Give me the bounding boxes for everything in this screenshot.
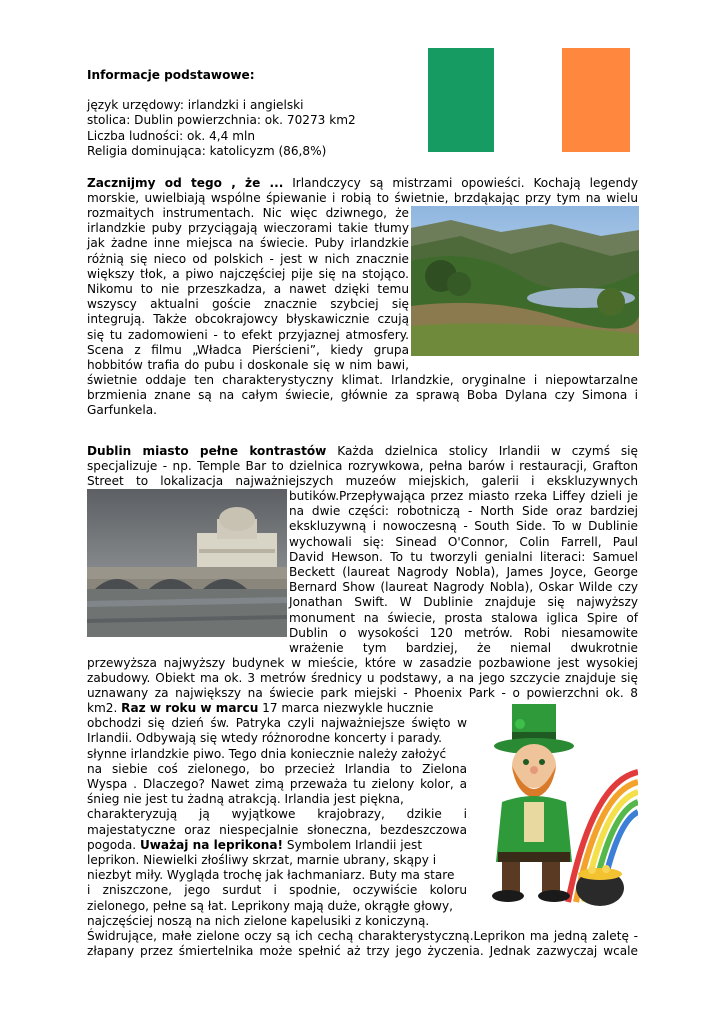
- march-line: niezbyt miły. Wygląda trochę jak łachmaniarz. Buty ma stare: [87, 868, 455, 883]
- intro-full-text: [87, 373, 638, 419]
- march-full-line: złapany przez śmiertelnika może spełnić aż trzy jego życzenia. Jednak zazwyczaj wcale: [87, 944, 638, 959]
- dublin-lead: Dublin miasto pełne kontrastów: [87, 444, 327, 458]
- basic-info: [87, 68, 387, 159]
- flag-white-stripe: [494, 48, 562, 152]
- march-line: na siebie coś zielonego, bo przecież Irlandia to Zielona: [87, 761, 467, 776]
- flag-orange-stripe: [562, 48, 630, 152]
- intro-narrow-line: irlandzkie puby przyciągają wieczorami takie tłumy: [87, 221, 409, 236]
- intro-narrow-line: Scena z filmu „Władca Pierścieni”, kiedy grupa: [87, 342, 409, 357]
- dublin-bridge-photo: [87, 489, 287, 637]
- dublin-narrow-line: monument na świecie, prosta stalowa iglica Spire of: [289, 610, 638, 625]
- dublin-lead-rest: Każda dzielnica stolicy Irlandii w czymś się: [326, 444, 638, 458]
- basic-info-line: Liczba ludności: ok. 4,4 mln: [87, 128, 255, 143]
- intro-narrow-text: [87, 206, 409, 373]
- march-line: i zniszczone, jego surdut i spodnie, oczywiście koloru: [87, 883, 467, 898]
- dublin-narrow-line: Dublin o wysokości 120 metrów. Robi niesamowite: [289, 625, 638, 640]
- leprikon-heading: Uważaj na leprikona!: [139, 837, 284, 852]
- intro-narrow-line: różnią się nieco od polskich - jest w nich znacznie: [87, 251, 409, 266]
- dublin-narrow-line: na dwie części: robotniczą - North Side oraz bardziej: [289, 504, 638, 519]
- march-first-line: [87, 701, 467, 716]
- basic-info-heading: Informacje podstawowe:: [87, 68, 255, 82]
- leprechaun-illustration: [472, 702, 638, 908]
- intro-first-line: [87, 176, 638, 191]
- intro-full-line: brzmienia znane są na całym świecie, głównie za sprawą Boba Dylana czy Simona i: [87, 388, 638, 403]
- march-line: Wyspa . Dlaczego? Nawet zimą przeważa tu zielony kolor, a: [87, 777, 467, 792]
- intro-narrow-line: rozmaitych instrumentach. Nic więc dziwnego, że: [87, 206, 409, 220]
- march-line: zielonego, pełne są łat. Leprikony mają duże, okrągłe głowy,: [87, 898, 453, 913]
- valley-landscape-image: [411, 206, 639, 356]
- intro-narrow-line: hobbitów trafia do pubu i doskonale się w nim bawi,: [87, 358, 409, 373]
- dublin-narrow-line: Beckett (laureat Nagrody Nobla), James Joyce, George: [289, 565, 638, 580]
- intro-line: morskie, uwielbiają wspólne śpiewanie i robią to świetnie, brzdąkając przy tym na wielu: [87, 191, 638, 206]
- march-lead-rest: 17 marca niezwykle hucznie: [258, 701, 434, 715]
- dublin-bridge-image: [87, 489, 287, 637]
- march-line: śnieg nie jest tu żadną atrakcją. Irlandia jest piękna,: [87, 792, 404, 807]
- march-full-line: Świdrujące, małe zielone oczy są ich cechą charakterystyczną.Leprikon ma jedną zaletę -: [87, 929, 638, 943]
- march-line: słynne irlandzkie piwo. Tego dnia koniecznie należy założyć: [87, 746, 447, 761]
- march-pogoda: pogoda.: [87, 837, 140, 852]
- march-line: charakteryzują ją wyjątkowe krajobrazy, dzikie i: [87, 807, 467, 822]
- leprikon-heading-rest: Symbolem Irlandii jest: [283, 837, 423, 852]
- intro-narrow-line: Nikomu to nie przeszkadza, a nawet dzięki temu: [87, 282, 409, 297]
- basic-info-line: stolica: Dublin powierzchnia: ok. 70273 km2: [87, 113, 356, 128]
- march-full-text: [87, 929, 638, 959]
- intro-narrow-line: wszyscy aktualni goście znacznie szybciej się: [87, 297, 409, 312]
- intro-lead: Zacznijmy od tego , że ...: [87, 176, 284, 190]
- dublin-full-bottom: [87, 656, 638, 702]
- intro-lead-rest: Irlandczycy są mistrzami opowieści. Kochają legendy: [283, 176, 638, 190]
- dublin-line: specjalizuje - np. Temple Bar to dzielnica rozrywkowa, pełna barów i restauracji, Grafton: [87, 459, 638, 474]
- basic-info-line: Religia dominująca: katolicyzm (86,8%): [87, 143, 327, 158]
- valley-landscape-photo: [411, 206, 639, 356]
- dublin-narrow-line: butików.Przepływająca przez miasto rzeka Liffey dzieli je: [289, 489, 638, 503]
- march-leprikon-line: [87, 838, 467, 853]
- march-lead: Raz w roku w marcu: [121, 701, 259, 715]
- section-intro: [87, 176, 638, 206]
- intro-narrow-line: jak żadne inne miejsca na świecie. Puby irlandzkie: [87, 236, 409, 251]
- intro-narrow-line: większy tłok, a piwo najczęściej pije się na stojąco.: [87, 266, 409, 281]
- march-line: najczęściej noszą na nich zielone kapelusiki z koniczyną.: [87, 913, 430, 928]
- march-km-prefix: km2.: [87, 701, 122, 715]
- section-dublin: [87, 444, 638, 490]
- dublin-narrow-line: wrażenie tym bardziej, że niemal dwukrotnie: [289, 641, 638, 656]
- dublin-line: zabudowy. Obiekt ma ok. 3 metrów średnicy u podstawy, a na jego szczycie znajduje się: [87, 671, 638, 686]
- march-line: majestatyczne oraz niespecjalnie słoneczna, bezdeszczowa: [87, 822, 467, 837]
- irish-flag: [428, 48, 630, 152]
- dublin-narrow-line: ekskluzywną i nowoczesną - South Side. To w Dublinie: [289, 519, 638, 534]
- intro-narrow-line: się tu zadomowieni - to efekt przyjaznej atmosfery.: [87, 327, 409, 342]
- section-march: [87, 701, 467, 929]
- march-line: leprikon. Niewielki złośliwy skrzat, marnie ubrany, skąpy i: [87, 853, 437, 868]
- leprechaun-image: [472, 702, 638, 908]
- march-line: Irlandii. Odbywają się wtedy różnorodne koncerty i parady.: [87, 731, 443, 746]
- dublin-narrow-line: Jonathan Swift. W Dublinie znajduje się najwyższy: [289, 595, 638, 610]
- march-line: obchodzi się dzień św. Patryka czyli najważniejsze święto w: [87, 716, 467, 731]
- intro-narrow-line: integrują. Także obcokrajowcy błyskawicznie czują: [87, 312, 409, 327]
- dublin-first-line: [87, 444, 638, 459]
- dublin-narrow-line: David Hewson. To tu tworzyli genialni literaci: Samuel: [289, 549, 638, 564]
- intro-full-line: świetnie oddaje ten charakterystyczny klimat. Irlandzkie, oryginalne i niepowtarzalne: [87, 373, 638, 387]
- intro-full-line: Garfunkela.: [87, 403, 157, 418]
- flag-green-stripe: [428, 48, 494, 152]
- dublin-line: przewyższa najwyższy budynek w mieście, które w zasadzie pozbawione jest wysokiej: [87, 656, 638, 670]
- dublin-narrow-text: [289, 489, 638, 656]
- dublin-narrow-line: wychowali się: Sinead O'Connor, Colin Farrell, Paul: [289, 534, 638, 549]
- dublin-line: Street to lokalizacja najważniejszych muzeów miejskich, galerii i ekskluzywnych: [87, 474, 638, 489]
- basic-info-line: język urzędowy: irlandzki i angielski: [87, 98, 304, 113]
- dublin-line: uznawany za największy na świecie park miejski - Phoenix Park - o powierzchni ok. 8: [87, 686, 638, 701]
- dublin-narrow-line: Bernard Show (laureat Nagrody Nobla), Oskar Wilde czy: [289, 580, 638, 595]
